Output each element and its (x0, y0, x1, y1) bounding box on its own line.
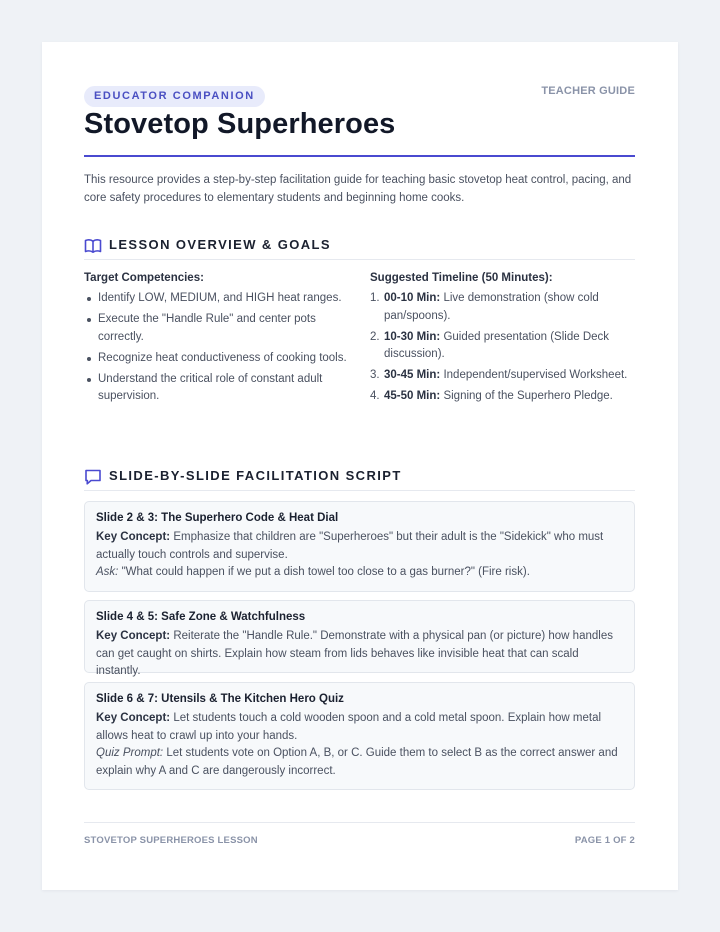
list-item: 2. 10-30 Min: Guided presentation (Slide Deck discussion). (370, 330, 610, 360)
page-title: Stovetop Superheroes (84, 108, 396, 140)
speech-bubble-icon (84, 468, 102, 486)
footer-title: STOVETOP SUPERHEROES LESSON (84, 835, 258, 846)
card-body: Key Concept: Reiterate the "Handle Rule." Demonstrate with a physical pan (or picture) how handles can get caught on shirts. Explain how steam from lids behaves like invisible heat that can scald instantly. (96, 630, 613, 677)
slide-card (84, 600, 635, 677)
timeline-heading: Suggested Timeline (50 Minutes): (370, 272, 553, 284)
list-item: Recognize heat conductiveness of cooking tools. (84, 350, 354, 368)
card-title: Slide 6 & 7: Utensils & The Kitchen Hero Quiz (96, 693, 344, 705)
document-page (42, 42, 678, 890)
timeline-list (370, 290, 635, 406)
list-item: Identify LOW, MEDIUM, and HIGH heat ranges. (84, 290, 354, 308)
card-body: Key Concept: Emphasize that children are "Superheroes" but their adult is the "Sidekick" who must actually touch controls and supervise. Ask: "What could happen if we put a dish towel too close to a gas burner?" (Fire risk). (96, 531, 604, 578)
card-title: Slide 4 & 5: Safe Zone & Watchfulness (96, 611, 306, 623)
list-item: 3. 30-45 Min: Independent/supervised Worksheet. (370, 369, 628, 381)
timeline-column (370, 271, 635, 409)
competencies-heading: Target Competencies: (84, 272, 204, 284)
doc-type-label: TEACHER GUIDE (541, 85, 635, 97)
page-number: PAGE 1 OF 2 (574, 835, 635, 846)
script-section-header (84, 467, 635, 491)
slide-card (84, 501, 635, 592)
overview-section-header (84, 236, 635, 260)
list-item: Understand the critical role of constant adult supervision. (84, 371, 354, 406)
footer-divider (84, 822, 635, 823)
competencies-list (84, 290, 354, 406)
list-item: 4. 45-50 Min: Signing of the Superhero Pledge. (370, 390, 613, 402)
educator-companion-badge: EDUCATOR COMPANION (84, 86, 265, 107)
title-divider (84, 155, 635, 157)
overview-heading: LESSON OVERVIEW & GOALS (109, 237, 331, 252)
list-item: Execute the "Handle Rule" and center pots correctly. (84, 311, 354, 346)
open-book-icon (84, 237, 102, 255)
slide-card (84, 682, 635, 790)
card-body: Key Concept: Let students touch a cold wooden spoon and a cold metal spoon. Explain how metal allows heat to crawl up into your hands. Quiz Prompt: Let students vote on Option A, B, or C. Guide them to select B as the correct answer and explain why A and C are dangerously incorrect. (96, 712, 618, 777)
intro-paragraph: This resource provides a step-by-step facilitation guide for teaching basic stovetop heat control, pacing, and core safety procedures to elementary students and beginning home cooks. (84, 174, 632, 204)
competencies-column (84, 271, 354, 409)
list-item: 1. 00-10 Min: Live demonstration (show cold pan/spoons). (370, 292, 599, 322)
script-heading: SLIDE-BY-SLIDE FACILITATION SCRIPT (109, 468, 402, 483)
card-title: Slide 2 & 3: The Superhero Code & Heat Dial (96, 512, 339, 524)
